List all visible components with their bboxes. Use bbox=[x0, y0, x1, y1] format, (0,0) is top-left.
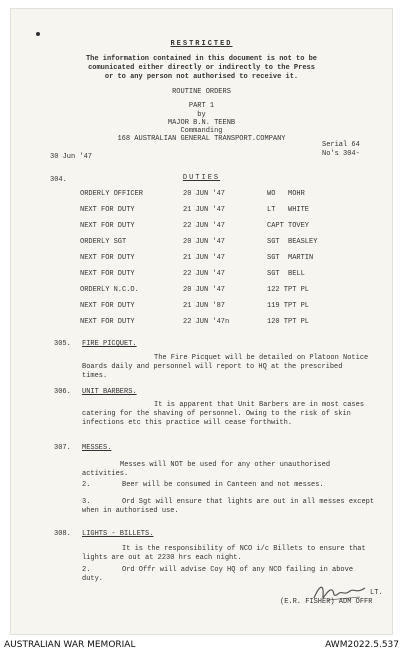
messes-item-2-text: Beer will be consumed in Canteen and not messes. bbox=[122, 481, 324, 489]
footer-accession-number: AWM2022.5.537 bbox=[325, 640, 399, 650]
lights-item-2-number: 2. bbox=[82, 566, 91, 574]
duty-row-8-date: 21 JUN '87 bbox=[183, 302, 226, 310]
messes-item-3-number: 3. bbox=[82, 498, 91, 506]
section-number-307: 307. bbox=[54, 444, 71, 452]
messes-item-3-text: Ord Sgt will ensure that lights are out in all messes except when in authorised use. bbox=[82, 498, 375, 515]
commanding-label: Commanding bbox=[180, 127, 223, 135]
signer-name: (E.R. FISHER) ADM OFFR bbox=[280, 598, 373, 606]
duty-row-6-person: SGT BELL bbox=[267, 270, 305, 278]
duty-row-5-date: 21 JUN '47 bbox=[183, 254, 226, 262]
duty-row-3-date: 22 JUN '47 bbox=[183, 222, 226, 230]
document-page bbox=[10, 8, 393, 635]
duty-row-1-date: 20 JUN '47 bbox=[183, 190, 226, 198]
by-label: by bbox=[197, 111, 206, 119]
order-date: 30 Jun '47 bbox=[50, 153, 93, 161]
order-numbers: No's 304- bbox=[322, 150, 360, 158]
punch-hole bbox=[36, 32, 40, 36]
duty-row-7-name: ORDERLY N.C.O. bbox=[80, 286, 139, 294]
section-number-308: 308. bbox=[54, 530, 71, 538]
duty-row-2-person: LT WHITE bbox=[267, 206, 310, 214]
archive-footer bbox=[0, 637, 403, 653]
section-heading-lights-billets: LIGHTS - BILLETS. bbox=[82, 530, 154, 538]
section-heading-unit-barbers: UNIT BARBERS. bbox=[82, 388, 137, 396]
duty-row-3-person: CAPT TOVEY bbox=[267, 222, 310, 230]
officer-name: MAJOR B.N. TEENB bbox=[167, 119, 236, 127]
duty-row-1-name: ORDERLY OFFICER bbox=[80, 190, 144, 198]
duties-heading: DUTIES bbox=[182, 174, 221, 182]
duty-row-2-name: NEXT FOR DUTY bbox=[80, 206, 135, 214]
messes-paragraph-1: Messes will NOT be used for any other unauthorised activities. bbox=[82, 461, 331, 478]
footer-institution: AUSTRALIAN WAR MEMORIAL bbox=[4, 640, 136, 650]
lights-paragraph-1: It is the responsibility of NCO i/c Billets to ensure that lights are out at 2230 hrs each night. bbox=[82, 545, 366, 562]
messes-item-2-number: 2. bbox=[82, 481, 91, 489]
duty-row-5-name: NEXT FOR DUTY bbox=[80, 254, 135, 262]
classification-heading: RESTRICTED bbox=[170, 40, 233, 48]
duty-row-1-person: WO MOHR bbox=[267, 190, 305, 198]
section-number-304: 304. bbox=[50, 176, 67, 184]
duty-row-6-date: 22 JUN '47 bbox=[183, 270, 226, 278]
serial-number: Serial 64 bbox=[322, 141, 360, 149]
duty-row-4-date: 20 JUN '47 bbox=[183, 238, 226, 246]
section-text-fire-picquet: The Fire Picquet will be detailed on Platoon Notice Boards daily and personnel will report to HQ at the prescribed times. bbox=[82, 354, 369, 380]
document-title: ROUTINE ORDERS bbox=[172, 88, 231, 96]
unit-name: 168 AUSTRALIAN GENERAL TRANSPORT.COMPANY bbox=[117, 135, 286, 143]
duty-row-4-name: ORDERLY SGT bbox=[80, 238, 127, 246]
notice-line-1: The information contained in this document is not to be bbox=[85, 55, 318, 63]
duty-row-2-date: 21 JUN '47 bbox=[183, 206, 226, 214]
duty-row-3-name: NEXT FOR DUTY bbox=[80, 222, 135, 230]
section-text-unit-barbers: It is apparent that Unit Barbers are in most cases catering for the shaving of personnel. Owing to the risk of skin infections etc this practice will cease forthwith. bbox=[82, 401, 365, 427]
lights-item-2-text: Ord Offr will advise Coy HQ of any NCO failing in above duty. bbox=[82, 566, 354, 583]
section-number-305: 305. bbox=[54, 340, 71, 348]
notice-line-3: or to any person not authorised to receive it. bbox=[104, 73, 299, 81]
section-heading-fire-picquet: FIRE PICQUET. bbox=[82, 340, 137, 348]
signer-rank: LT. bbox=[370, 589, 383, 597]
duty-row-7-person: 122 TPT PL bbox=[267, 286, 310, 294]
duty-row-7-date: 20 JUN '47 bbox=[183, 286, 226, 294]
duty-row-8-person: 119 TPT PL bbox=[267, 302, 310, 310]
section-number-306: 306. bbox=[54, 388, 71, 396]
duty-row-5-person: SGT MARTIN bbox=[267, 254, 314, 262]
notice-line-2: comunicated either directly or indirectly to the Press bbox=[88, 64, 315, 72]
section-heading-messes: MESSES. bbox=[82, 444, 112, 452]
duty-row-6-name: NEXT FOR DUTY bbox=[80, 270, 135, 278]
duty-row-9-name: NEXT FOR DUTY bbox=[80, 318, 135, 326]
duty-row-9-date: 22 JUN '47n bbox=[183, 318, 230, 326]
duty-row-9-person: 120 TPT PL bbox=[267, 318, 310, 326]
part-label: PART 1 bbox=[188, 102, 215, 110]
duty-row-4-person: SGT BEASLEY bbox=[267, 238, 318, 246]
duty-row-8-name: NEXT FOR DUTY bbox=[80, 302, 135, 310]
